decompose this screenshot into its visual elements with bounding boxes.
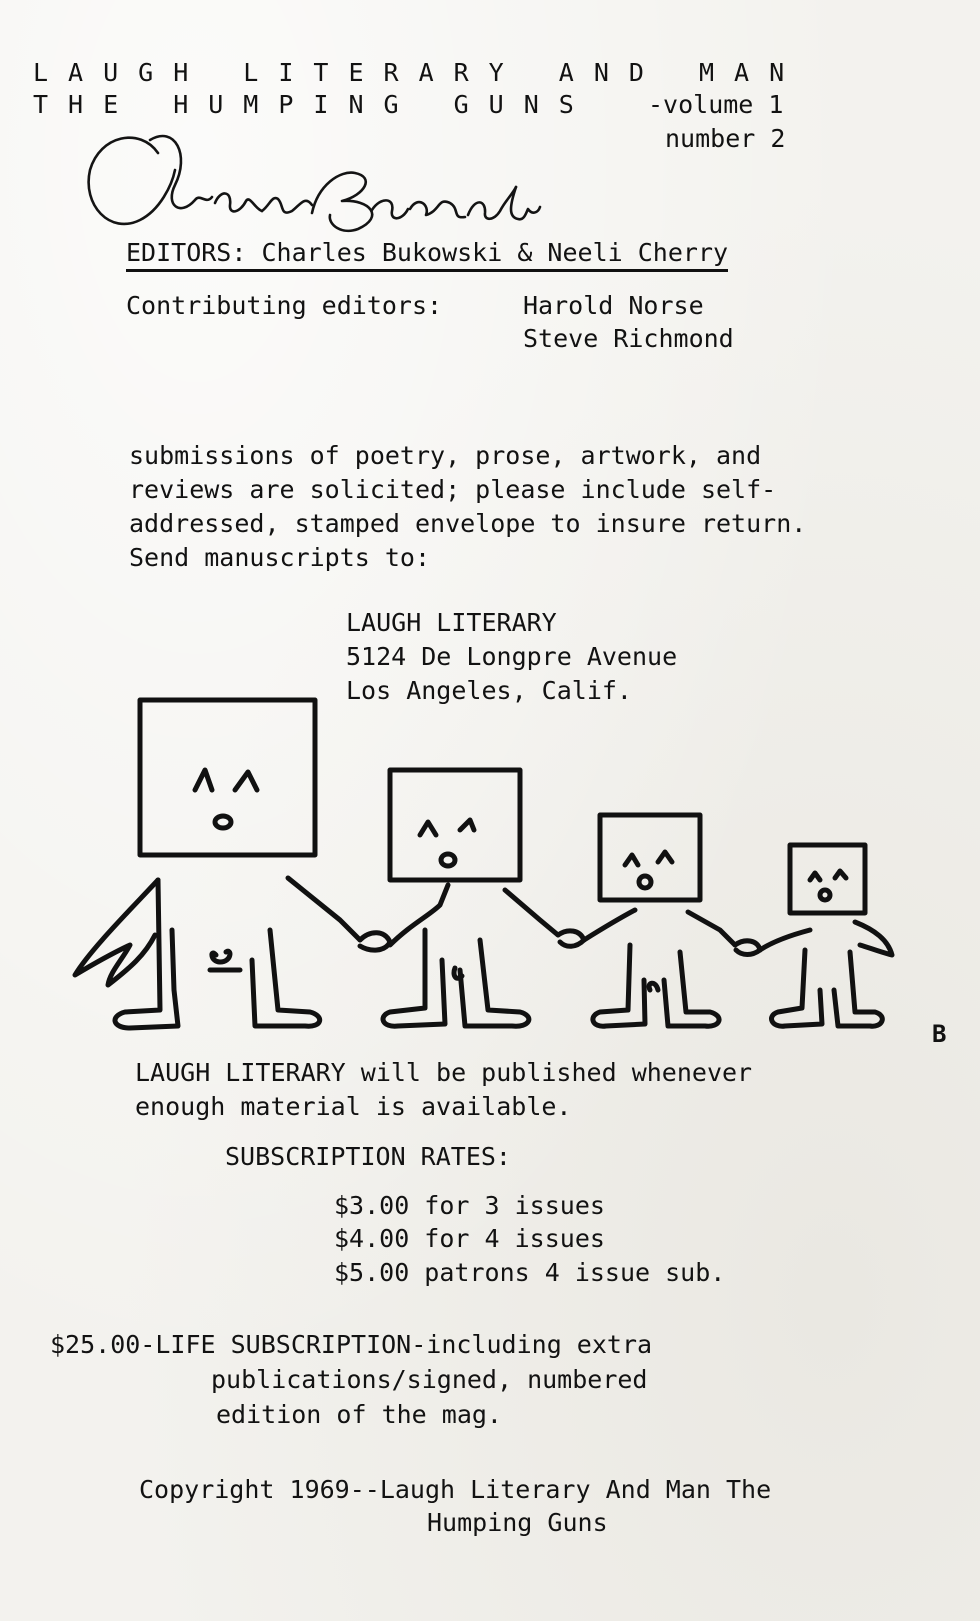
subscription-heading: SUBSCRIPTION RATES: [225, 1142, 511, 1171]
contributing-editor-1: Harold Norse [523, 291, 704, 320]
life-subscription-line-1: $25.00-LIFE SUBSCRIPTION-including extra [50, 1330, 653, 1359]
signature [80, 125, 550, 245]
editors-line: EDITORS: Charles Bukowski & Neeli Cherry [126, 240, 728, 272]
figure-4-head [790, 845, 865, 913]
masthead-title-line1: LAUGH LITERARY AND MAN [33, 58, 805, 87]
figure-1-head [140, 700, 315, 855]
publication-note-line-2: enough material is available. [135, 1092, 572, 1121]
address-line-2: 5124 De Longpre Avenue [346, 642, 678, 671]
contributing-editor-2: Steve Richmond [523, 324, 734, 353]
submissions-line-1: submissions of poetry, prose, artwork, and [129, 441, 762, 470]
address-line-1: LAUGH LITERARY [346, 608, 557, 637]
subscription-rate-1: $3.00 for 3 issues [334, 1191, 605, 1220]
copyright-line-1: Copyright 1969--Laugh Literary And Man The [139, 1475, 772, 1504]
address-line-3: Los Angeles, Calif. [346, 676, 632, 705]
subscription-rate-2: $4.00 for 4 issues [334, 1224, 605, 1253]
contributing-label: Contributing editors: [126, 291, 443, 320]
submissions-line-4: Send manuscripts to: [129, 543, 431, 572]
publication-note-line-1: LAUGH LITERARY will be published whenever [135, 1058, 753, 1087]
masthead-title-line2: THE HUMPING GUNS [33, 90, 594, 119]
submissions-line-3: addressed, stamped envelope to insure return. [129, 509, 807, 538]
subscription-rate-3: $5.00 patrons 4 issue sub. [334, 1258, 726, 1287]
drawing-initial: B [932, 1020, 947, 1048]
submissions-line-2: reviews are solicited; please include self- [129, 475, 777, 504]
square-head-family-drawing [60, 690, 940, 1050]
masthead-number: number 2 [665, 124, 786, 153]
masthead-volume: -volume 1 [648, 90, 784, 119]
life-subscription-line-2: publications/signed, numbered [211, 1365, 648, 1394]
life-subscription-line-3: edition of the mag. [216, 1400, 502, 1429]
copyright-line-2: Humping Guns [427, 1508, 608, 1537]
